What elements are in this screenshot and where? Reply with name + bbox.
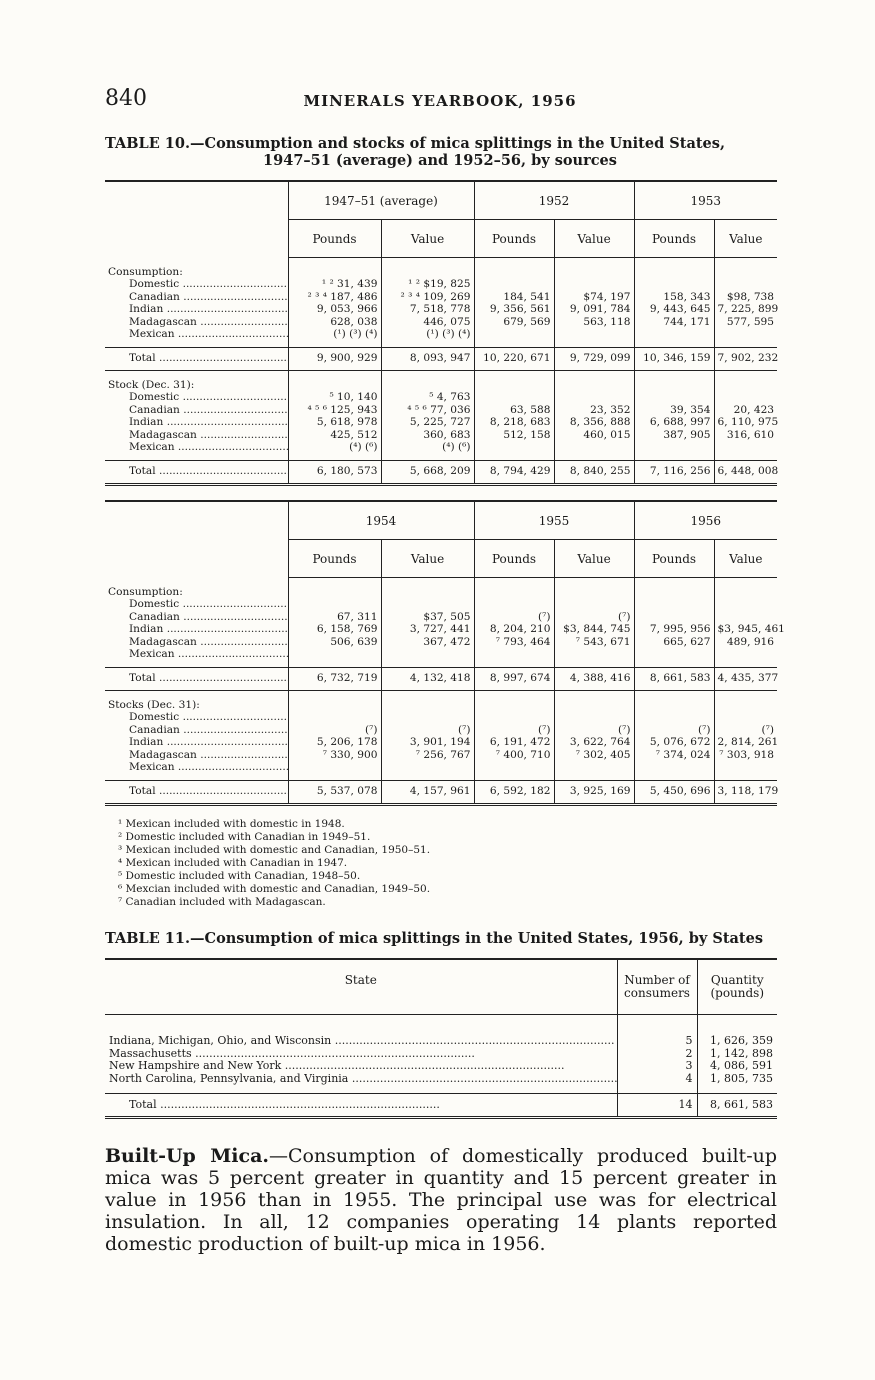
data-cell: 184, 541	[474, 291, 554, 304]
total-label: Total .....	[105, 460, 288, 484]
source-label: Domestic .....	[105, 391, 288, 404]
total-row	[105, 347, 777, 370]
data-cell: (¹) (³) (⁴)	[288, 328, 381, 341]
data-cell: 7, 518, 778	[381, 303, 474, 316]
data-cell	[634, 648, 714, 661]
header-line: Quantity	[710, 973, 764, 987]
source-label: Mexican .....	[105, 648, 288, 661]
pounds-header: Pounds	[288, 220, 381, 258]
stub-header	[105, 501, 288, 540]
data-cell	[381, 598, 474, 611]
data-cell: 39, 354	[634, 404, 714, 417]
table-row	[105, 1060, 777, 1073]
data-cell	[381, 761, 474, 774]
data-cell: ⁵ 10, 140	[288, 391, 381, 404]
stub-cell	[105, 220, 288, 258]
total-cell: 3, 925, 169	[554, 780, 634, 804]
data-cell: 20, 423	[714, 404, 777, 417]
table11	[105, 958, 777, 1119]
total-cell: 6, 180, 573	[288, 460, 381, 484]
source-label: Indian .....	[105, 303, 288, 316]
data-cell: 6, 158, 769	[288, 623, 381, 636]
data-cell: (¹) (³) (⁴)	[381, 328, 474, 341]
paragraph-heading: Built-Up Mica.	[105, 1145, 270, 1167]
data-cell: $3, 844, 745	[554, 623, 634, 636]
data-cell: $98, 738	[714, 291, 777, 304]
source-label: Mexican .....	[105, 441, 288, 454]
data-cell	[474, 761, 554, 774]
data-cell: (⁷)	[554, 611, 634, 624]
data-cell	[554, 598, 634, 611]
period-header: 1952	[474, 181, 634, 220]
data-cell	[634, 278, 714, 291]
table-row	[105, 711, 777, 724]
data-cell	[554, 278, 634, 291]
table-row	[105, 291, 777, 304]
data-cell	[554, 441, 634, 454]
table11-caption: TABLE 11.—Consumption of mica splittings in the United States, 1956, by States	[105, 930, 764, 947]
pounds-header: Pounds	[474, 540, 554, 578]
section-label: Stocks (Dec. 31):	[108, 698, 200, 711]
data-cell	[634, 328, 714, 341]
data-cell: 628, 038	[288, 316, 381, 329]
source-label: Indian .....	[105, 416, 288, 429]
data-cell	[714, 598, 777, 611]
data-cell: 7, 995, 956	[634, 623, 714, 636]
data-cell	[714, 761, 777, 774]
data-cell: ⁷ 793, 464	[474, 636, 554, 649]
section-label: Consumption:	[108, 265, 183, 278]
footnote: ⁷ Canadian included with Madagascan.	[118, 896, 326, 908]
data-cell: ⁷ 302, 405	[554, 749, 634, 762]
data-cell: 63, 588	[474, 404, 554, 417]
data-cell: 5, 076, 672	[634, 736, 714, 749]
data-cell: 425, 512	[288, 429, 381, 442]
data-cell: 3, 622, 764	[554, 736, 634, 749]
footnote: ⁵ Domestic included with Canadian, 1948–50.	[118, 870, 361, 882]
total-cell: 7, 116, 256	[634, 460, 714, 484]
footnote: ¹ Mexican included with domestic in 1948.	[118, 818, 345, 830]
source-label: Canadian .....	[105, 724, 288, 737]
page-header	[105, 86, 775, 116]
data-cell: (⁷)	[474, 611, 554, 624]
data-cell: 5, 225, 727	[381, 416, 474, 429]
value-header: Value	[381, 220, 474, 258]
data-cell: ⁴ ⁵ ⁶ 125, 943	[288, 404, 381, 417]
total-cell: 8, 093, 947	[381, 347, 474, 370]
table10-block-b	[105, 500, 785, 806]
data-cell: 679, 569	[474, 316, 554, 329]
table-row	[105, 761, 777, 774]
data-cell	[634, 391, 714, 404]
table-row	[105, 736, 777, 749]
data-cell: ¹ ² 31, 439	[288, 278, 381, 291]
period-header-row	[105, 181, 777, 220]
footnote: ³ Mexican included with domestic and Canadian, 1950–51.	[118, 844, 431, 856]
value-header: Value	[554, 540, 634, 578]
total-cell: 4, 435, 377	[714, 667, 777, 690]
pounds-header: Pounds	[288, 540, 381, 578]
data-cell	[474, 391, 554, 404]
source-label: Canadian .....	[105, 291, 288, 304]
source-label: Mexican .....	[105, 761, 288, 774]
data-cell	[714, 391, 777, 404]
source-label: Madagascan .....	[105, 429, 288, 442]
data-cell: 506, 639	[288, 636, 381, 649]
data-cell: 23, 352	[554, 404, 634, 417]
data-cell	[714, 711, 777, 724]
data-cell	[381, 711, 474, 724]
unit-header-row	[105, 540, 777, 578]
total-cell: 8, 997, 674	[474, 667, 554, 690]
data-cell	[474, 278, 554, 291]
source-label: Madagascan .....	[105, 316, 288, 329]
total-cell: 4, 132, 418	[381, 667, 474, 690]
total-label: Total .....	[105, 347, 288, 370]
header-line: (pounds)	[710, 986, 765, 1000]
quantity-cell: 1, 626, 359	[697, 1035, 777, 1048]
data-cell	[634, 611, 714, 624]
data-cell: 460, 015	[554, 429, 634, 442]
data-cell: 9, 091, 784	[554, 303, 634, 316]
quantity-cell: 4, 086, 591	[697, 1060, 777, 1073]
source-label: Madagascan .....	[105, 636, 288, 649]
data-cell: ² ³ ⁴ 109, 269	[381, 291, 474, 304]
built-up-mica-paragraph	[105, 1145, 777, 1255]
data-cell	[714, 648, 777, 661]
data-cell: 3, 901, 194	[381, 736, 474, 749]
data-cell	[714, 441, 777, 454]
data-cell: 6, 688, 997	[634, 416, 714, 429]
data-cell	[554, 328, 634, 341]
value-header: Value	[714, 540, 777, 578]
table-row	[105, 623, 777, 636]
header-line: Number of	[624, 973, 690, 987]
consumers-cell: 3	[617, 1060, 697, 1073]
total-cell: 6, 448, 008	[714, 460, 777, 484]
pounds-header: Pounds	[474, 220, 554, 258]
state-cell: North Carolina, Pennsylvania, and Virginia .....	[105, 1073, 617, 1086]
data-cell	[288, 648, 381, 661]
data-cell: (⁴) (⁶)	[288, 441, 381, 454]
data-cell: 387, 905	[634, 429, 714, 442]
total-quantity: 8, 661, 583	[697, 1094, 777, 1118]
data-cell	[288, 598, 381, 611]
data-cell: 8, 204, 210	[474, 623, 554, 636]
data-cell	[634, 761, 714, 774]
data-cell: 5, 618, 978	[288, 416, 381, 429]
data-cell: ⁴ ⁵ ⁶ 77, 036	[381, 404, 474, 417]
data-cell: 9, 356, 561	[474, 303, 554, 316]
section-header-row	[105, 699, 777, 712]
table-row	[105, 391, 777, 404]
data-cell	[554, 711, 634, 724]
period-header: 1954	[288, 501, 474, 540]
table-row	[105, 1048, 777, 1061]
data-cell: ⁷ 256, 767	[381, 749, 474, 762]
footnote: ² Domestic included with Canadian in 1949–51.	[118, 831, 371, 843]
footnote: ⁴ Mexican included with Canadian in 1947.	[118, 857, 348, 869]
consumers-cell: 5	[617, 1035, 697, 1048]
data-cell	[474, 648, 554, 661]
source-label: Indian .....	[105, 623, 288, 636]
total-row	[105, 780, 777, 804]
state-cell: Massachusetts .....	[105, 1048, 617, 1061]
data-cell	[714, 278, 777, 291]
data-cell: 9, 443, 645	[634, 303, 714, 316]
table11-quantity-header	[697, 959, 777, 1015]
source-label: Madagascan .....	[105, 749, 288, 762]
running-title: MINERALS YEARBOOK, 1956	[303, 92, 577, 110]
table-row	[105, 303, 777, 316]
table10-caption-line2: 1947–51 (average) and 1952–56, by sources	[263, 152, 617, 169]
data-cell: 8, 218, 683	[474, 416, 554, 429]
total-cell: 3, 118, 179	[714, 780, 777, 804]
quantity-cell: 1, 142, 898	[697, 1048, 777, 1061]
table-row	[105, 316, 777, 329]
total-cell: 10, 346, 159	[634, 347, 714, 370]
value-header: Value	[381, 540, 474, 578]
period-header: 1947–51 (average)	[288, 181, 474, 220]
total-consumers: 14	[617, 1094, 697, 1118]
state-cell: Indiana, Michigan, Ohio, and Wisconsin .....	[105, 1035, 617, 1048]
data-cell: ⁷ 543, 671	[554, 636, 634, 649]
consumers-cell: 2	[617, 1048, 697, 1061]
data-cell: 2, 814, 261	[714, 736, 777, 749]
total-cell: 6, 732, 719	[288, 667, 381, 690]
data-cell: ⁷ 303, 918	[714, 749, 777, 762]
pounds-header: Pounds	[634, 540, 714, 578]
page-number: 840	[105, 86, 147, 111]
total-cell: 4, 157, 961	[381, 780, 474, 804]
data-cell: (⁴) (⁶)	[381, 441, 474, 454]
data-cell	[554, 761, 634, 774]
data-cell: ⁷ 330, 900	[288, 749, 381, 762]
stub-header	[105, 181, 288, 220]
unit-header-row	[105, 220, 777, 258]
table10-caption	[105, 135, 775, 169]
data-cell	[288, 711, 381, 724]
total-cell: 9, 729, 099	[554, 347, 634, 370]
table-row	[105, 724, 777, 737]
data-cell: 489, 916	[714, 636, 777, 649]
section-label: Consumption:	[108, 585, 183, 598]
total-cell: 5, 450, 696	[634, 780, 714, 804]
data-cell: 360, 683	[381, 429, 474, 442]
data-cell: ¹ ² $19, 825	[381, 278, 474, 291]
data-cell	[634, 598, 714, 611]
total-label: Total .....	[105, 780, 288, 804]
total-label: Total .....	[105, 667, 288, 690]
data-cell: ⁵ 4, 763	[381, 391, 474, 404]
table-row	[105, 404, 777, 417]
data-cell: 5, 206, 178	[288, 736, 381, 749]
table-row	[105, 598, 777, 611]
total-row	[105, 667, 777, 690]
table11-consumers-header	[617, 959, 697, 1015]
total-row	[105, 460, 777, 484]
paragraph-text: —Consumption of domestically produced built-up mica was 5 percent greater in quantity and 15 percent greater in value in 1956 than in 1955. The principal use was for electrical insulation. In all, 12 companies operating 14 plants reported domestic production of built-up mica in 1956.	[105, 1145, 778, 1255]
data-cell	[634, 711, 714, 724]
table10-caption-line1: TABLE 10.—Consumption and stocks of mica splittings in the United States,	[105, 135, 725, 152]
total-cell: 8, 661, 583	[634, 667, 714, 690]
total-cell: 8, 794, 429	[474, 460, 554, 484]
total-cell: 4, 388, 416	[554, 667, 634, 690]
data-cell	[381, 648, 474, 661]
table-row	[105, 441, 777, 454]
consumers-cell: 4	[617, 1073, 697, 1086]
table11-state-header: State	[105, 959, 617, 1015]
data-cell: 7, 225, 899	[714, 303, 777, 316]
total-label: Total .....	[105, 1094, 617, 1118]
data-cell: 8, 356, 888	[554, 416, 634, 429]
table-row	[105, 278, 777, 291]
data-cell: (⁷)	[288, 724, 381, 737]
section-label: Stock (Dec. 31):	[108, 378, 195, 391]
total-cell: 5, 668, 209	[381, 460, 474, 484]
total-cell: 10, 220, 671	[474, 347, 554, 370]
data-cell	[714, 328, 777, 341]
table-row	[105, 648, 777, 661]
table-row	[105, 328, 777, 341]
total-cell: 9, 900, 929	[288, 347, 381, 370]
table-row	[105, 636, 777, 649]
data-cell: 6, 191, 472	[474, 736, 554, 749]
data-cell: 316, 610	[714, 429, 777, 442]
data-cell	[474, 711, 554, 724]
footnote: ⁶ Mexcian included with domestic and Canadian, 1949–50.	[118, 883, 431, 895]
data-cell: 67, 311	[288, 611, 381, 624]
period-header: 1953	[634, 181, 777, 220]
period-header: 1956	[634, 501, 777, 540]
period-header-row	[105, 501, 777, 540]
data-cell	[714, 611, 777, 624]
data-cell	[474, 441, 554, 454]
table-row	[105, 1073, 777, 1086]
total-cell: 5, 537, 078	[288, 780, 381, 804]
source-label: Domestic .....	[105, 278, 288, 291]
section-header-row	[105, 586, 777, 599]
table10-footnotes	[118, 818, 430, 909]
table-row	[105, 1035, 777, 1048]
total-cell: 6, 592, 182	[474, 780, 554, 804]
state-cell: New Hampshire and New York .....	[105, 1060, 617, 1073]
section-header-row	[105, 379, 777, 392]
period-header: 1955	[474, 501, 634, 540]
data-cell: 744, 171	[634, 316, 714, 329]
total-cell: 7, 902, 232	[714, 347, 777, 370]
quantity-cell: 1, 805, 735	[697, 1073, 777, 1086]
table-row	[105, 611, 777, 624]
data-cell	[474, 598, 554, 611]
stub-cell	[105, 540, 288, 578]
table11-total-row	[105, 1094, 777, 1118]
source-label: Mexican .....	[105, 328, 288, 341]
source-label: Indian .....	[105, 736, 288, 749]
source-label: Domestic .....	[105, 598, 288, 611]
data-cell: $3, 945, 461	[714, 623, 777, 636]
data-cell	[288, 761, 381, 774]
table-row	[105, 749, 777, 762]
table-row	[105, 429, 777, 442]
data-cell: (⁷)	[474, 724, 554, 737]
data-cell: ⁷ 400, 710	[474, 749, 554, 762]
data-cell: (⁷)	[714, 724, 777, 737]
data-cell: 3, 727, 441	[381, 623, 474, 636]
data-cell: 158, 343	[634, 291, 714, 304]
section-header-row	[105, 266, 777, 279]
data-cell: 512, 158	[474, 429, 554, 442]
data-cell	[554, 648, 634, 661]
total-cell: 8, 840, 255	[554, 460, 634, 484]
data-cell: (⁷)	[381, 724, 474, 737]
data-cell: 6, 110, 975	[714, 416, 777, 429]
data-cell: 446, 075	[381, 316, 474, 329]
pounds-header: Pounds	[634, 220, 714, 258]
data-cell: $74, 197	[554, 291, 634, 304]
data-cell: ⁷ 374, 024	[634, 749, 714, 762]
value-header: Value	[714, 220, 777, 258]
data-cell	[634, 441, 714, 454]
table-row	[105, 416, 777, 429]
data-cell	[554, 391, 634, 404]
data-cell: ² ³ ⁴ 187, 486	[288, 291, 381, 304]
data-cell: 9, 053, 966	[288, 303, 381, 316]
data-cell: 367, 472	[381, 636, 474, 649]
table10-block-a	[105, 180, 777, 486]
header-line: consumers	[624, 986, 690, 1000]
data-cell: $37, 505	[381, 611, 474, 624]
source-label: Domestic .....	[105, 711, 288, 724]
data-cell: 665, 627	[634, 636, 714, 649]
data-cell: 563, 118	[554, 316, 634, 329]
value-header: Value	[554, 220, 634, 258]
data-cell	[474, 328, 554, 341]
data-cell: (⁷)	[554, 724, 634, 737]
source-label: Canadian .....	[105, 404, 288, 417]
data-cell: (⁷)	[634, 724, 714, 737]
data-cell: 577, 595	[714, 316, 777, 329]
source-label: Canadian .....	[105, 611, 288, 624]
